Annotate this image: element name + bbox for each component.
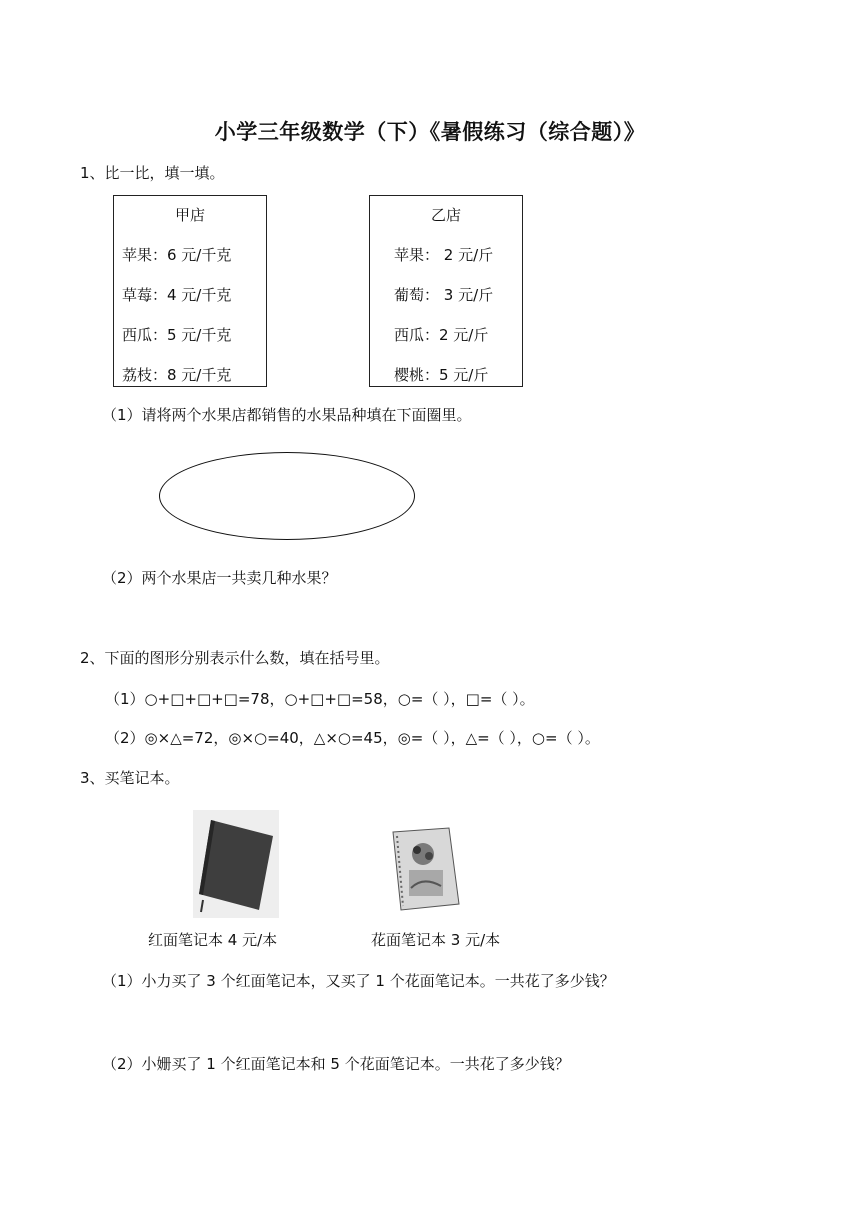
shop-b-row: 苹果： 2 元/斤 [394, 246, 494, 264]
flower-notebook-image [387, 826, 465, 912]
question-3-sub-2: （2）小姗买了 1 个红面笔记本和 5 个花面笔记本。一共花了多少钱？ [102, 1055, 570, 1073]
question-3-sub-1: （1）小力买了 3 个红面笔记本，又买了 1 个花面笔记本。一共花了多少钱？ [102, 972, 615, 990]
shop-a-table [113, 195, 267, 387]
shop-b-name: 乙店 [430, 206, 461, 224]
shop-a-name: 甲店 [174, 206, 205, 224]
shop-b-row: 西瓜：2 元/斤 [394, 326, 489, 344]
page-title: 小学三年级数学（下）《暑假练习（综合题）》 [214, 120, 646, 144]
answer-oval[interactable] [159, 452, 415, 540]
shop-a-row: 苹果：6 元/千克 [122, 246, 232, 264]
flower-notebook-price: 花面笔记本 3 元/本 [371, 931, 501, 949]
shop-b-table [369, 195, 523, 387]
question-2-line-1: （1）○+□+□+□=78，○+□+□=58，○=（ ），□=（ ）。 [105, 690, 535, 708]
shop-a-row: 西瓜：5 元/千克 [122, 326, 232, 344]
shop-b-row: 葡萄： 3 元/斤 [394, 286, 494, 304]
shop-a-row: 草莓：4 元/千克 [122, 286, 232, 304]
shop-a-row: 荔枝：8 元/千克 [122, 366, 232, 384]
question-1-sub-1: （1）请将两个水果店都销售的水果品种填在下面圈里。 [102, 406, 472, 424]
question-2-line-2: （2）◎×△=72，◎×○=40，△×○=45，◎=（ ），△=（ ），○=（ ）。 [105, 729, 600, 747]
question-3-heading: 3、买笔记本。 [80, 769, 180, 787]
question-1-sub-2: （2）两个水果店一共卖几种水果？ [102, 569, 337, 587]
shop-b-row: 樱桃：5 元/斤 [394, 366, 489, 384]
red-notebook-price: 红面笔记本 4 元/本 [148, 931, 278, 949]
question-2-heading: 2、下面的图形分别表示什么数，填在括号里。 [80, 649, 390, 667]
red-notebook-image [193, 810, 279, 918]
question-1-heading: 1、比一比，填一填。 [80, 164, 225, 182]
